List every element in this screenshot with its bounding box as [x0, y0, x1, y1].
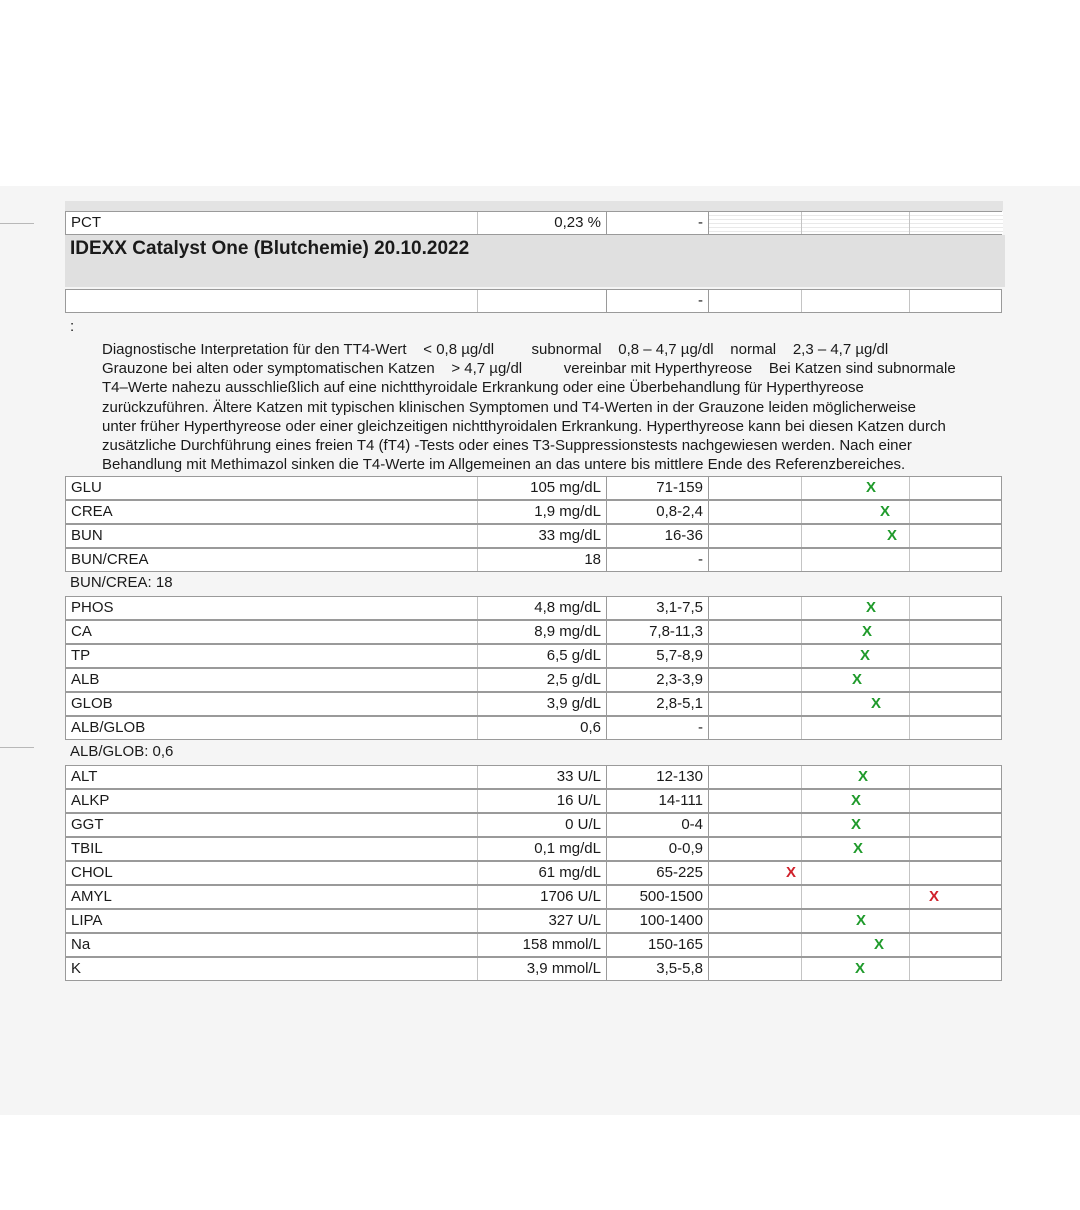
- graph-cell-high: [910, 212, 1003, 234]
- table-row: [65, 596, 1002, 620]
- result-marker-x: X: [879, 503, 891, 520]
- parameter-name: CREA: [66, 501, 478, 523]
- graph-cell-high: [910, 766, 1003, 788]
- graph-cell-low: [709, 790, 802, 812]
- graph-cell-low: [709, 501, 802, 523]
- parameter-name: ALB: [66, 669, 478, 691]
- ratio-line: BUN/CREA: 18: [70, 574, 173, 591]
- interpretation-line: zusätzliche Durchführung eines freien T4 (fT4) -Tests oder eines T3-Suppressionstests nachgewiesen werden. Nach einer: [102, 437, 912, 455]
- interpretation-text: [102, 340, 1032, 474]
- table-row: [65, 789, 1002, 813]
- parameter-value: 1,9 mg/dL: [478, 501, 607, 523]
- graph-cell-low: [709, 597, 802, 619]
- graph-cell-low: [709, 645, 802, 667]
- graph-cell-low: [709, 934, 802, 956]
- parameter-value: 4,8 mg/dL: [478, 597, 607, 619]
- graph-cell-high: [910, 717, 1003, 739]
- parameter-name: LIPA: [66, 910, 478, 932]
- parameter-value: 2,5 g/dL: [478, 669, 607, 691]
- graph-cell-high: [910, 958, 1003, 980]
- result-marker-x: X: [851, 671, 863, 688]
- graph-cell-normal: [802, 934, 910, 956]
- interpretation-line: Diagnostische Interpretation für den TT4-Wert < 0,8 µg/dl subnormal 0,8 – 4,7 µg/dl normal 2,3 – 4,7 µg/dl: [102, 341, 889, 358]
- graph-cell-low: [709, 290, 802, 312]
- parameter-value: 105 mg/dL: [478, 477, 607, 499]
- table-row: [65, 765, 1002, 789]
- section-header: [65, 235, 1005, 287]
- reference-range: 100-1400: [607, 910, 709, 932]
- graph-cell-low: [709, 717, 802, 739]
- reference-range: 0-0,9: [607, 838, 709, 860]
- parameter-name: PCT: [66, 212, 478, 234]
- parameter-value: 0,1 mg/dL: [478, 838, 607, 860]
- table-row: [65, 813, 1002, 837]
- graph-cell-normal: [802, 501, 910, 523]
- graph-cell-high: [910, 645, 1003, 667]
- parameter-name: TBIL: [66, 838, 478, 860]
- table-row-pct: [65, 211, 1002, 235]
- colon-marker: :: [70, 318, 75, 335]
- graph-cell-high: [910, 814, 1003, 836]
- graph-cell-normal: [802, 621, 910, 643]
- reference-range: 16-36: [607, 525, 709, 547]
- parameter-value: [478, 290, 607, 312]
- reference-range: 0-4: [607, 814, 709, 836]
- reference-range: 2,3-3,9: [607, 669, 709, 691]
- graph-cell-low: [709, 693, 802, 715]
- graph-cell-low: [709, 886, 802, 908]
- table-row: [65, 933, 1002, 957]
- ratio-line: ALB/GLOB: 0,6: [70, 743, 174, 760]
- table-row: [65, 500, 1002, 524]
- result-marker-x: X: [873, 936, 885, 953]
- parameter-value: 0,23 %: [478, 212, 607, 234]
- parameter-name: GGT: [66, 814, 478, 836]
- reference-range: 71-159: [607, 477, 709, 499]
- reference-range: -: [607, 212, 709, 234]
- parameter-name: PHOS: [66, 597, 478, 619]
- parameter-value: 0 U/L: [478, 814, 607, 836]
- parameter-value: 1706 U/L: [478, 886, 607, 908]
- parameter-value: 3,9 mmol/L: [478, 958, 607, 980]
- parameter-name: TP: [66, 645, 478, 667]
- reference-range: -: [607, 290, 709, 312]
- graph-cell-normal: [802, 766, 910, 788]
- result-marker-x: X: [854, 960, 866, 977]
- parameter-value: 0,6: [478, 717, 607, 739]
- interpretation-line: zurückzuführen. Ältere Katzen mit typischen klinischen Symptomen und T4-Werten in der Grauzone leiden möglicherweise: [102, 398, 917, 416]
- interpretation-line: T4–Werte nahezu ausschließlich auf eine nichtthyroidale Erkrankung oder eine Überbehandlung für Hyperthyreose: [102, 379, 864, 397]
- reference-range: 14-111: [607, 790, 709, 812]
- result-marker-x: X: [857, 768, 869, 785]
- graph-cell-normal: [802, 886, 910, 908]
- interpretation-line: Behandlung mit Methimazol sinken die T4-Werte im Allgemeinen an das untere bis mittlere Ende des Referenzbereiches.: [102, 456, 906, 474]
- graph-cell-high: [910, 549, 1003, 571]
- graph-cell-low: [709, 212, 802, 234]
- table-row: [65, 837, 1002, 861]
- table-row: [65, 620, 1002, 644]
- table-row: [65, 548, 1002, 572]
- table-top-strip: [65, 201, 1003, 211]
- graph-cell-normal: [802, 290, 910, 312]
- graph-cell-high: [910, 501, 1003, 523]
- interpretation-line: unter früher Hyperthyreose oder einer gleichzeitigen nichtthyroidalen Erkrankung. Hyperthyreose kann bei diesen Katzen durch: [102, 417, 946, 435]
- result-marker-x: X: [861, 623, 873, 640]
- parameter-value: 8,9 mg/dL: [478, 621, 607, 643]
- parameter-name: AMYL: [66, 886, 478, 908]
- table-row-empty: [65, 289, 1002, 313]
- graph-cell-high: [910, 862, 1003, 884]
- parameter-name: ALKP: [66, 790, 478, 812]
- parameter-value: 3,9 g/dL: [478, 693, 607, 715]
- graph-cell-low: [709, 549, 802, 571]
- parameter-value: 16 U/L: [478, 790, 607, 812]
- graph-cell-low: [709, 814, 802, 836]
- reference-range: 2,8-5,1: [607, 693, 709, 715]
- parameter-value: 158 mmol/L: [478, 934, 607, 956]
- graph-cell-normal: [802, 862, 910, 884]
- parameter-value: 33 mg/dL: [478, 525, 607, 547]
- table-row: [65, 476, 1002, 500]
- reference-range: 5,7-8,9: [607, 645, 709, 667]
- reference-range: -: [607, 549, 709, 571]
- margin-marker: [0, 747, 34, 748]
- table-row: [65, 716, 1002, 740]
- reference-range: 150-165: [607, 934, 709, 956]
- margin-marker: [0, 223, 34, 224]
- reference-range: -: [607, 717, 709, 739]
- result-marker-x: X: [850, 792, 862, 809]
- graph-cell-high: [910, 910, 1003, 932]
- graph-cell-low: [709, 958, 802, 980]
- result-marker-x: X: [850, 816, 862, 833]
- reference-range: 500-1500: [607, 886, 709, 908]
- parameter-value: 18: [478, 549, 607, 571]
- graph-cell-normal: [802, 693, 910, 715]
- graph-cell-low: [709, 910, 802, 932]
- reference-range: 12-130: [607, 766, 709, 788]
- reference-range: 0,8-2,4: [607, 501, 709, 523]
- graph-cell-normal: [802, 477, 910, 499]
- table-row: [65, 885, 1002, 909]
- graph-cell-high: [910, 886, 1003, 908]
- graph-cell-high: [910, 597, 1003, 619]
- graph-cell-low: [709, 525, 802, 547]
- table-row: [65, 668, 1002, 692]
- parameter-value: 6,5 g/dL: [478, 645, 607, 667]
- parameter-name: CA: [66, 621, 478, 643]
- graph-cell-normal: [802, 717, 910, 739]
- graph-cell-normal: [802, 549, 910, 571]
- graph-cell-high: [910, 934, 1003, 956]
- parameter-name: ALT: [66, 766, 478, 788]
- parameter-name: GLU: [66, 477, 478, 499]
- graph-cell-low: [709, 669, 802, 691]
- graph-cell-high: [910, 790, 1003, 812]
- table-row: [65, 524, 1002, 548]
- graph-cell-high: [910, 477, 1003, 499]
- graph-cell-high: [910, 838, 1003, 860]
- reference-range: 3,5-5,8: [607, 958, 709, 980]
- table-row: [65, 957, 1002, 981]
- graph-cell-high: [910, 669, 1003, 691]
- graph-cell-low: [709, 477, 802, 499]
- graph-cell-high: [910, 290, 1003, 312]
- result-marker-x: X: [870, 695, 882, 712]
- result-marker-x: X: [865, 479, 877, 496]
- graph-cell-high: [910, 693, 1003, 715]
- reference-range: 7,8-11,3: [607, 621, 709, 643]
- reference-range: 65-225: [607, 862, 709, 884]
- graph-cell-normal: [802, 645, 910, 667]
- parameter-name: Na: [66, 934, 478, 956]
- table-row: [65, 909, 1002, 933]
- parameter-name: CHOL: [66, 862, 478, 884]
- parameter-value: 327 U/L: [478, 910, 607, 932]
- parameter-name: [66, 290, 478, 312]
- table-row: [65, 644, 1002, 668]
- graph-cell-high: [910, 525, 1003, 547]
- result-marker-x: X: [865, 599, 877, 616]
- parameter-value: 33 U/L: [478, 766, 607, 788]
- result-marker-x: X: [855, 912, 867, 929]
- graph-cell-low: [709, 838, 802, 860]
- graph-cell-normal: [802, 597, 910, 619]
- parameter-name: K: [66, 958, 478, 980]
- parameter-value: 61 mg/dL: [478, 862, 607, 884]
- parameter-name: BUN/CREA: [66, 549, 478, 571]
- section-title: IDEXX Catalyst One (Blutchemie) 20.10.2022: [70, 238, 470, 259]
- result-marker-x: X: [886, 527, 898, 544]
- graph-cell-low: [709, 766, 802, 788]
- interpretation-line: Grauzone bei alten oder symptomatischen Katzen > 4,7 µg/dl vereinbar mit Hyperthyreose Bei Katzen sind subnormale: [102, 360, 956, 378]
- parameter-name: GLOB: [66, 693, 478, 715]
- table-row: [65, 692, 1002, 716]
- result-marker-x: X: [928, 888, 940, 905]
- graph-cell-low: [709, 621, 802, 643]
- parameter-name: BUN: [66, 525, 478, 547]
- parameter-name: ALB/GLOB: [66, 717, 478, 739]
- graph-cell-normal: [802, 212, 910, 234]
- graph-cell-high: [910, 621, 1003, 643]
- result-marker-x: X: [859, 647, 871, 664]
- reference-range: 3,1-7,5: [607, 597, 709, 619]
- result-marker-x: X: [852, 840, 864, 857]
- table-row: [65, 861, 1002, 885]
- result-marker-x: X: [785, 864, 797, 881]
